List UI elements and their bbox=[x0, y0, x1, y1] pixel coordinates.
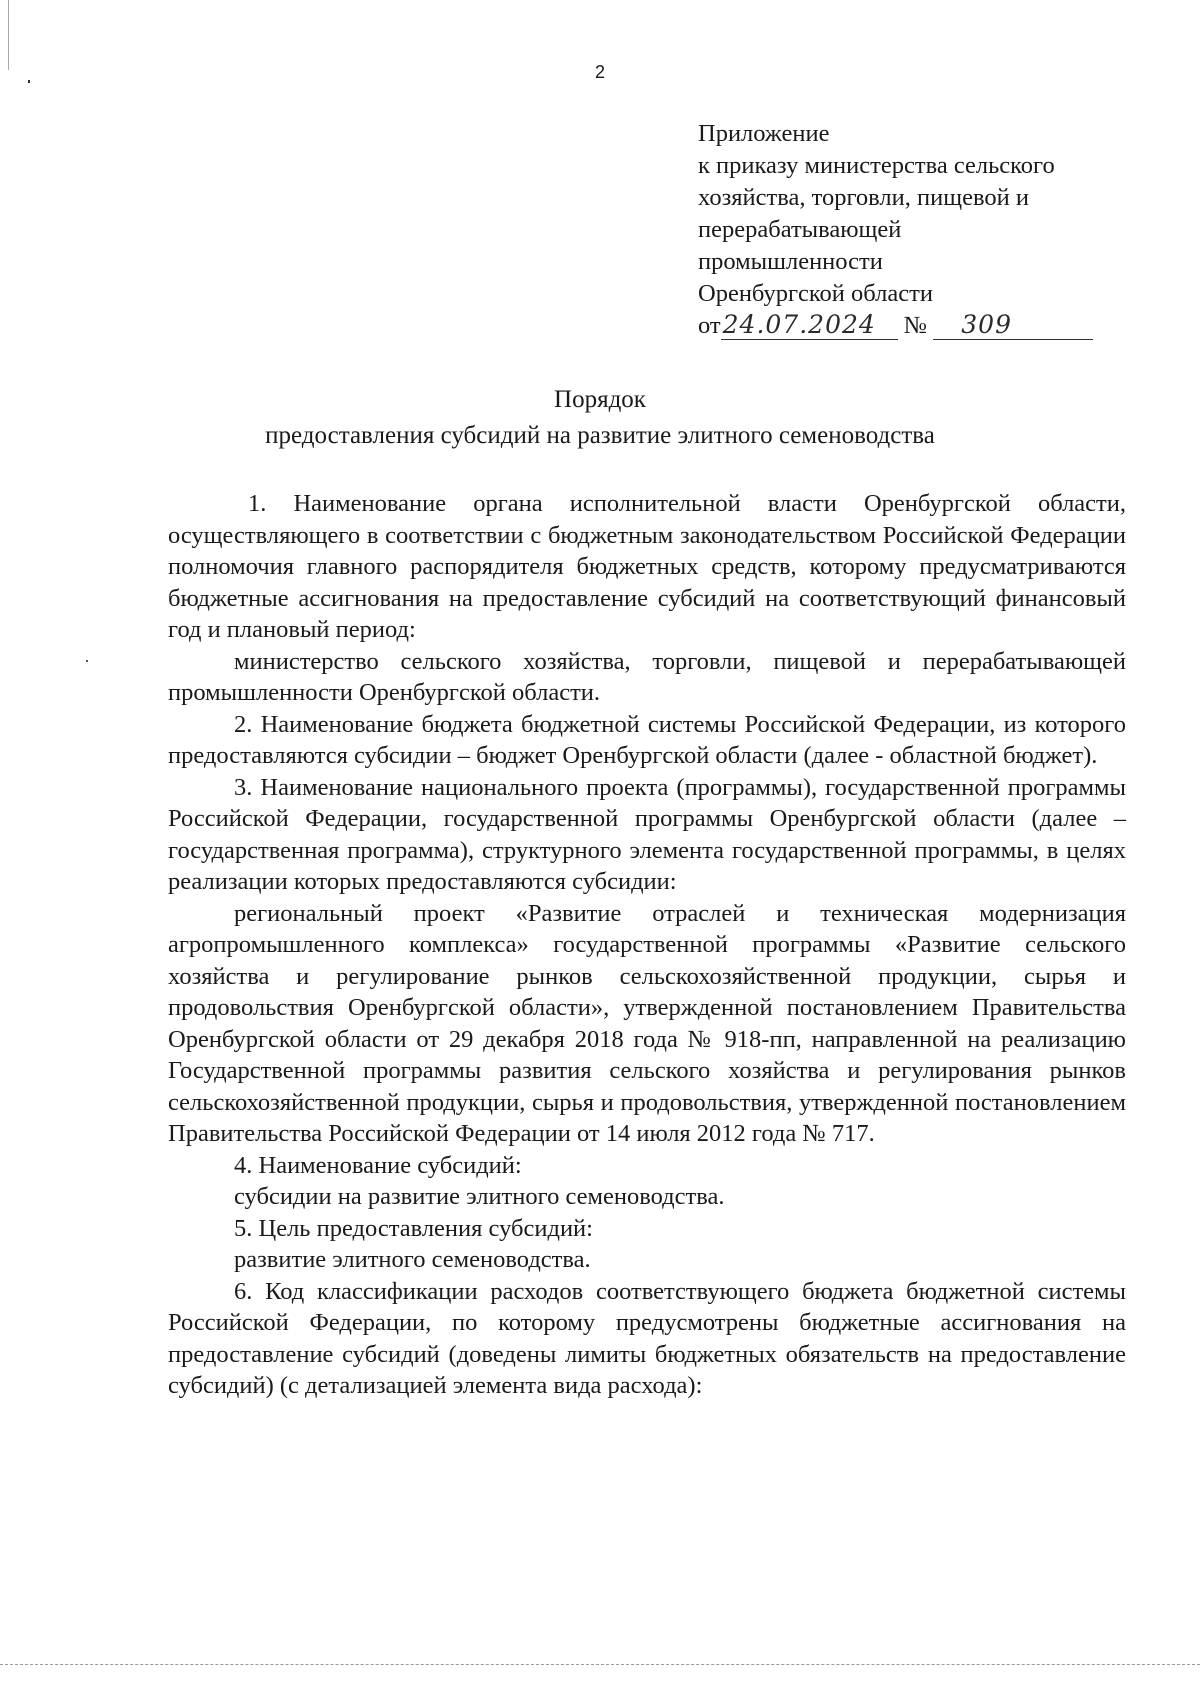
scan-speck bbox=[86, 660, 88, 662]
paragraph: региональный проект «Развитие отраслей и техническая модернизация агропромышленного комплекса» государственной программы «Развитие сельского хозяйства и регулирование рынков сельскохозяйственной продукции, сырья и продовольствия Оренбургской области», утвержденной постановлением Правительства Оренбургской области от 29 декабря 2018 года № 918-пп, направленной на реализацию Государственной программы развития сельского хозяйства и регулирования рынков сельскохозяйственной продукции, сырья и продовольствия, утвержденной постановлением Правительства Российской Федерации от 14 июля 2012 года № 717. bbox=[168, 899, 1126, 1147]
document-subtitle: предоставления субсидий на развитие элитного семеноводства bbox=[265, 422, 935, 449]
appendix-line: Приложение bbox=[698, 120, 830, 147]
handwritten-number: 309 bbox=[961, 310, 1012, 339]
paragraph: 2. Наименование бюджета бюджетной системы Российской Федерации, из которого предоставляются субсидии – бюджет Оренбургской области (далее - областной бюджет). bbox=[168, 710, 1126, 769]
paragraph: субсидии на развитие элитного семеноводства. bbox=[234, 1183, 725, 1210]
document-body bbox=[168, 488, 1126, 1402]
scan-bottom-edge bbox=[0, 1664, 1200, 1665]
paragraph: министерство сельского хозяйства, торговли, пищевой и перерабатывающей промышленности Оренбургской области. bbox=[168, 647, 1126, 706]
number-field bbox=[933, 312, 1093, 340]
appendix-line: хозяйства, торговли, пищевой и bbox=[698, 184, 1029, 211]
paragraph: 6. Код классификации расходов соответствующего бюджета бюджетной системы Российской Федерации, по которому предусмотрены бюджетные ассигнования на предоставление субсидий (доведены лимиты бюджетных обязательств на предоставление субсидий) (с детализацией элемента вида расхода): bbox=[168, 1277, 1126, 1399]
paragraph: 1. Наименование органа исполнительной власти Оренбургской области, осуществляющего в соответствии с бюджетным законодательством Российской Федерации полномочия главного распорядителя бюджетных средств, которому предусматриваются бюджетные ассигнования на предоставление субсидий на соответствующий финансовый год и плановый период: bbox=[168, 490, 1126, 643]
appendix-line: промышленности bbox=[698, 248, 883, 275]
paragraph: 5. Цель предоставления субсидий: bbox=[234, 1214, 593, 1242]
page-number: 2 bbox=[594, 62, 605, 82]
appendix-line: к приказу министерства сельского bbox=[698, 152, 1055, 179]
appendix-date-number-line bbox=[698, 310, 1138, 342]
number-label: № bbox=[903, 312, 928, 339]
paragraph: развитие элитного семеноводства. bbox=[234, 1246, 591, 1273]
paragraph: 3. Наименование национального проекта (программы), государственной программы Российской Федерации, государственной программы Оренбургской области (далее – государственная программа), структурного элемента государственной программы, в целях реализации которых предоставляются субсидии: bbox=[168, 773, 1126, 895]
appendix-line: Оренбургской области bbox=[698, 280, 933, 307]
paragraph: 4. Наименование субсидий: bbox=[234, 1151, 522, 1179]
from-label: от bbox=[698, 312, 721, 339]
document-title: Порядок bbox=[554, 386, 646, 413]
scan-edge-mark bbox=[8, 0, 9, 70]
handwritten-date: 24.07.2024 bbox=[722, 310, 876, 339]
date-field bbox=[721, 312, 898, 340]
appendix-block bbox=[698, 118, 1138, 342]
appendix-line: перерабатывающей bbox=[698, 216, 902, 243]
